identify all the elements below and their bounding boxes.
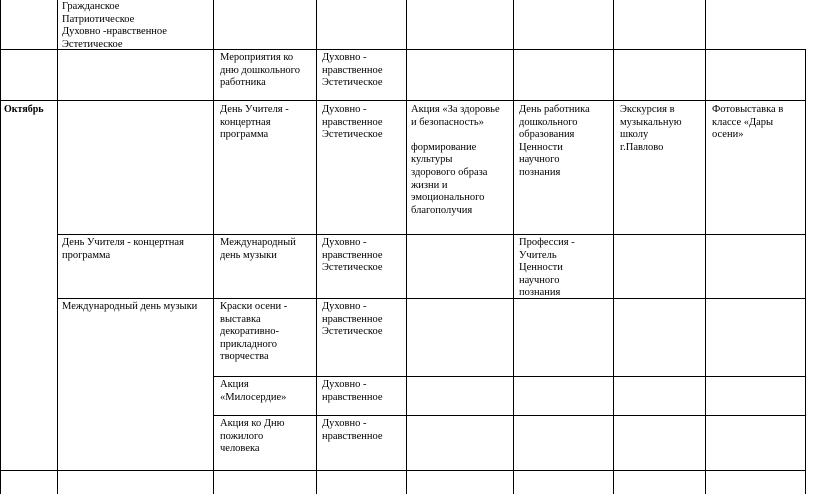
event-cell: Мероприятия ко дню дошкольного работника (220, 52, 300, 89)
table-row-divider (213, 376, 806, 377)
table-row-divider (0, 100, 806, 101)
values-cell: Духовно - нравственное Эстетическое (322, 301, 383, 338)
photo-exhibition-cell: Фотовыставка в классе «Дары осени» (712, 104, 784, 141)
table-column-divider (316, 0, 317, 494)
table-column-divider (513, 0, 514, 494)
table-border-right (805, 49, 806, 494)
table-border-bottom (0, 470, 806, 471)
event-cell: Акция «Милосердие» (220, 379, 287, 403)
teacher-day-cell: День Учителя - концертная программа (62, 237, 184, 261)
event-cell: Международный день музыки (220, 237, 296, 261)
values-cell: Духовно - нравственное Эстетическое (322, 104, 383, 141)
excursion-cell: Экскурсия в музыкальную школу г.Павлово (620, 104, 682, 153)
table-row-divider (57, 298, 806, 299)
table-row-divider (57, 234, 806, 235)
event-cell: День Учителя - концертная программа (220, 104, 289, 141)
table-column-divider (705, 0, 706, 494)
values-cell: Духовно - нравственное Эстетическое (322, 237, 383, 274)
music-day-cell: Международный день музыки (62, 301, 198, 312)
month-label: Октябрь (4, 104, 44, 115)
health-action-cell: Акция «За здоровье и безопасность» формирование культуры здорового образа жизни и эмоционального благополучия (411, 104, 500, 216)
event-cell: Краски осени - выставка декоративно- прикладного творчества (220, 301, 288, 363)
table-row-divider (213, 415, 806, 416)
event-cell: Акция ко Дню пожилого человека (220, 418, 285, 455)
values-cell: Духовно - нравственное Эстетическое (322, 52, 383, 89)
table-column-divider (57, 0, 58, 494)
table-column-divider (613, 0, 614, 494)
preschool-day-cell: День работника дошкольного образования Ценности научного познания (519, 104, 590, 178)
moral-values-cell: Гражданское Патриотическое Духовно -нравственное Эстетическое (62, 1, 167, 50)
table-column-divider (406, 0, 407, 494)
table-border-left (0, 0, 1, 494)
values-cell: Духовно - нравственное (322, 379, 383, 403)
table-column-divider (213, 0, 214, 494)
profession-cell: Профессия - Учитель Ценности научного познания (519, 237, 575, 299)
values-cell: Духовно - нравственное (322, 418, 383, 442)
